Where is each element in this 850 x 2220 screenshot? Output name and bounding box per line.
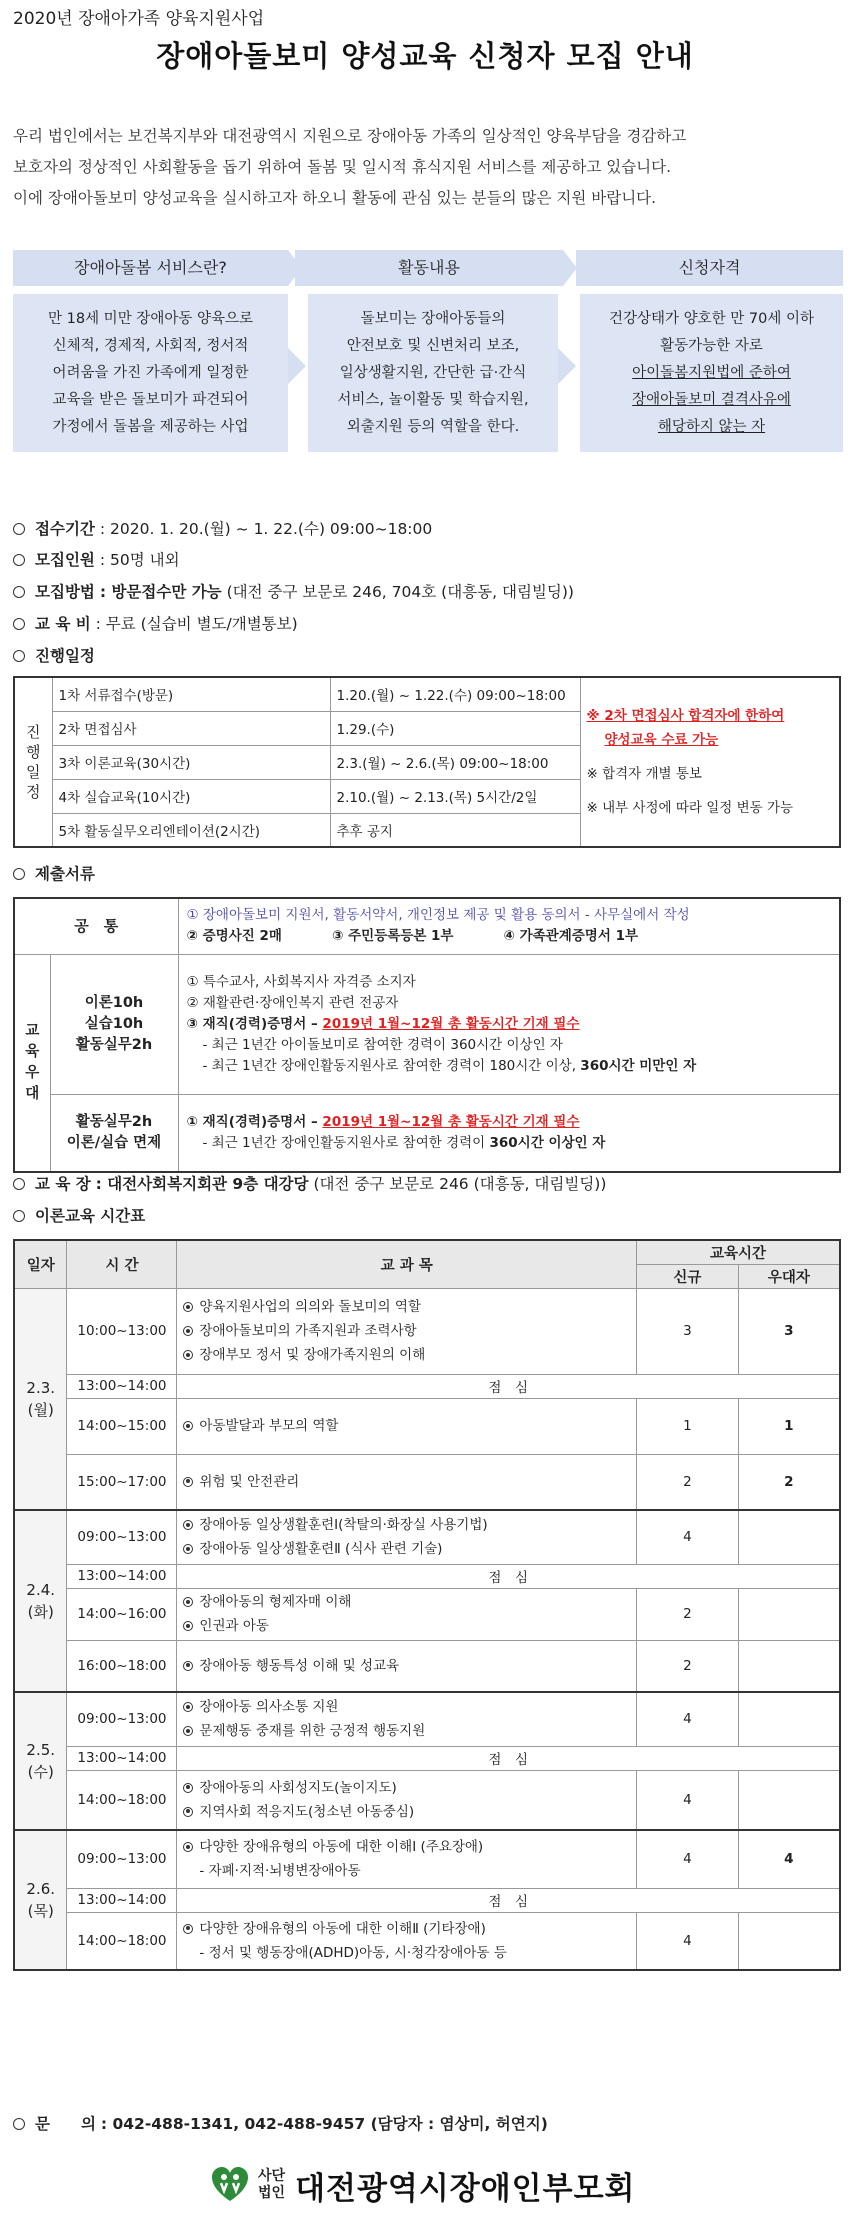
schedule-table — [13, 676, 841, 848]
time-cell: 13:00~14:00 — [67, 1564, 177, 1588]
card-body-activity — [308, 294, 558, 452]
schedule-notes — [580, 677, 840, 847]
group2-docs — [178, 1094, 840, 1172]
bullet-icon — [183, 1621, 193, 1631]
subject-cell — [177, 1912, 637, 1970]
subject-cell — [177, 1588, 637, 1640]
subject-cell — [177, 1454, 637, 1510]
subject-text: 장애아동의 사회성지도(놀이지도) — [199, 1779, 397, 1796]
subject-item — [183, 1513, 630, 1537]
card-line: 건강상태가 양호한 만 70세 이하 — [609, 311, 814, 327]
table-cell: 1차 서류접수(방문) — [52, 677, 330, 711]
table-row — [14, 954, 840, 1094]
circle-bullet-icon — [13, 1210, 25, 1222]
subject-item — [183, 1917, 630, 1941]
doc-line-bold: 360시간 이상인 자 — [489, 1134, 606, 1151]
header-pref: 우대자 — [738, 1264, 840, 1288]
bullet-icon — [183, 1702, 193, 1712]
time-cell: 09:00~13:00 — [67, 1830, 177, 1888]
people-line — [13, 548, 180, 570]
contact-label: 문 의 — [35, 2115, 96, 2133]
table-cell: 5차 활동실무오리엔테이션(2시간) — [52, 813, 330, 847]
subject-text: 인권과 아동 — [199, 1618, 269, 1634]
lunch-cell: 점 심 — [177, 1564, 840, 1588]
subject-text: 문제행동 중재를 위한 긍정적 행동지원 — [199, 1723, 426, 1740]
table-row — [14, 1640, 840, 1692]
day-label: (월) — [27, 1400, 54, 1419]
time-cell: 14:00~18:00 — [67, 1912, 177, 1970]
subject-item — [183, 1776, 630, 1800]
circle-bullet-icon — [13, 2118, 25, 2130]
card-line: 어려움을 가진 가족에게 일정한 — [52, 365, 249, 381]
time-cell: 13:00~14:00 — [67, 1374, 177, 1398]
contact-line — [13, 2112, 548, 2134]
bullet-icon — [183, 1842, 193, 1852]
people-value: : 50명 내외 — [99, 551, 180, 569]
lunch-cell: 점 심 — [177, 1374, 840, 1398]
theory-heading — [13, 1204, 145, 1226]
intro-line: 보호자의 정상적인 사회활동을 돕기 위하여 돌봄 및 일시적 휴식지원 서비스를 제공하고 있습니다. — [13, 158, 672, 176]
doc-line: ① 장애아돌보미 지원서, 활동서약서, 개인정보 제공 및 활용 동의서 - 사무실에서 작성 — [186, 907, 690, 924]
method-value-bold: : 방문접수만 가능 — [99, 583, 222, 601]
table-row — [14, 1094, 840, 1172]
doc-item: ③ 주민등록등본 1부 — [331, 928, 454, 945]
day-cell — [14, 1510, 67, 1692]
method-value: (대전 중구 보문로 246, 704호 (대흥동, 대림빌딩)) — [221, 583, 574, 601]
table-header-row — [14, 1240, 840, 1264]
subject-subtext: - 자폐·지적·뇌병변장애아동 — [199, 1863, 361, 1880]
organization-name: 대전광역시장애인부모회 — [295, 2170, 636, 2207]
day-cell — [14, 1692, 67, 1830]
hours-pref-cell — [738, 1588, 840, 1640]
time-cell: 13:00~14:00 — [67, 1888, 177, 1912]
subject-item — [183, 1719, 630, 1743]
subject-item — [183, 1470, 630, 1494]
circle-bullet-icon — [13, 650, 25, 662]
intro-line: 우리 법인에서는 보건복지부와 대전광역시 지원으로 장애아동 가족의 일상적인 양육부담을 경감하고 — [13, 127, 687, 145]
card-line: 외출지원 등의 역할을 한다. — [346, 419, 520, 435]
circle-bullet-icon — [13, 586, 25, 598]
day-label: 2.5. — [26, 1741, 56, 1759]
hours-new-cell: 4 — [637, 1912, 739, 1970]
day-label: (수) — [27, 1763, 54, 1781]
docs-heading — [13, 862, 95, 884]
doc-line: ① 특수교사, 사회복지사 자격증 소지자 — [186, 973, 416, 990]
documents-table — [13, 897, 841, 1173]
bullet-icon — [183, 1597, 193, 1607]
hours-pref-cell — [738, 1640, 840, 1692]
fee-line — [13, 612, 298, 634]
hours-pref-cell — [738, 1770, 840, 1830]
table-cell: 2.3.(월) ~ 2.6.(목) 09:00~18:00 — [330, 745, 580, 779]
people-label: 모집인원 — [35, 551, 95, 569]
hours-new-cell: 2 — [637, 1454, 739, 1510]
hours-new-cell: 3 — [637, 1288, 739, 1374]
hours-new-cell: 1 — [637, 1398, 739, 1454]
circle-bullet-icon — [13, 618, 25, 630]
subject-text: 다양한 장애유형의 아동에 대한 이해Ⅱ (기타장애) — [199, 1920, 486, 1937]
card-line: 교육을 받은 돌보미가 파견되어 — [52, 392, 249, 408]
group-label-line: 활동실무2h — [75, 1113, 153, 1130]
bullet-icon — [183, 1661, 193, 1671]
bullet-icon — [183, 1544, 193, 1554]
subject-item — [183, 1800, 630, 1824]
group-label-line: 활동실무2h — [75, 1036, 153, 1053]
subject-text: 장애아동의 형제자매 이해 — [199, 1594, 352, 1610]
card-line: 활동가능한 자로 — [660, 338, 763, 354]
table-row — [14, 1830, 840, 1888]
card-line: 서비스, 놀이활동 및 학습지원, — [337, 392, 529, 408]
time-cell: 15:00~17:00 — [67, 1454, 177, 1510]
period-label: 접수기간 — [35, 520, 95, 538]
note-line: ※ 합격자 개별 통보 — [586, 766, 702, 782]
group-label-line: 이론/실습 면제 — [66, 1134, 162, 1151]
hours-pref-cell — [738, 1510, 840, 1564]
group1-docs — [178, 954, 840, 1094]
subject-item — [183, 1343, 630, 1367]
circle-bullet-icon — [13, 554, 25, 566]
table-row — [14, 677, 840, 711]
card-line: 안전보호 및 신변처리 보조, — [346, 338, 520, 354]
time-cell: 14:00~16:00 — [67, 1588, 177, 1640]
theory-label: 이론교육 시간표 — [35, 1207, 146, 1225]
group2-label — [50, 1094, 178, 1172]
subject-cell — [177, 1692, 637, 1746]
table-row — [14, 1510, 840, 1564]
table-row — [14, 1288, 840, 1374]
table-row — [14, 898, 840, 954]
circle-bullet-icon — [13, 1178, 25, 1190]
hours-pref-cell — [738, 1692, 840, 1746]
day-label: 2.3. — [26, 1378, 56, 1397]
lunch-cell: 점 심 — [177, 1888, 840, 1912]
lunch-cell: 점 심 — [177, 1746, 840, 1770]
bullet-icon — [183, 1807, 193, 1817]
hours-new-cell: 4 — [637, 1770, 739, 1830]
circle-bullet-icon — [13, 868, 25, 880]
header-new: 신규 — [637, 1264, 739, 1288]
subject-text: 장애아동 일상생활훈련Ⅱ (식사 관련 기술) — [199, 1541, 443, 1558]
card-header-service: 장애아돌봄 서비스란? — [13, 250, 288, 286]
bullet-icon — [183, 1421, 193, 1431]
hours-new-cell: 4 — [637, 1830, 739, 1888]
lunch-row — [14, 1374, 840, 1398]
table-cell: 4차 실습교육(10시간) — [52, 779, 330, 813]
place-label: 교 육 장 — [35, 1175, 91, 1193]
day-label: 2.6. — [26, 1880, 56, 1898]
lunch-row — [14, 1564, 840, 1588]
hours-pref-cell: 4 — [738, 1830, 840, 1888]
circle-bullet-icon — [13, 523, 25, 535]
method-label: 모집방법 — [35, 583, 95, 601]
card-header-activity: 활동내용 — [295, 250, 563, 286]
subject-text: 지역사회 적응지도(청소년 아동중심) — [199, 1803, 415, 1820]
time-cell: 14:00~18:00 — [67, 1770, 177, 1830]
doc-line-bold: 360시간 미만인 자 — [580, 1057, 697, 1074]
subject-text: 장애아돌보미의 가족지원과 조력사항 — [199, 1323, 417, 1339]
doc-line-highlight: 2019년 1월~12월 총 활동시간 기재 필수 — [322, 1113, 580, 1130]
card-line: 신체적, 경제적, 사회적, 정서적 — [52, 338, 249, 354]
bullet-icon — [183, 1477, 193, 1487]
note-line: ※ 2차 면접심사 합격자에 한하여 — [586, 708, 785, 724]
intro-line: 이에 장애아돌보미 양성교육을 실시하고자 하오니 활동에 관심 있는 분들의 많은 지원 바랍니다. — [13, 189, 657, 207]
time-cell: 16:00~18:00 — [67, 1640, 177, 1692]
docs-label: 제출서류 — [35, 865, 95, 883]
subject-cell — [177, 1510, 637, 1564]
table-row — [14, 1692, 840, 1746]
day-label: (화) — [27, 1603, 54, 1621]
day-cell — [14, 1830, 67, 1970]
doc-line: - 최근 1년간 장애인활동지원사로 참여한 경력이 — [202, 1134, 490, 1151]
subject-cell — [177, 1398, 637, 1454]
subject-item — [183, 1319, 630, 1343]
fee-value: : 무료 (실습비 별도/개별통보) — [95, 615, 298, 633]
subject-item — [183, 1614, 630, 1638]
note-line: 양성교육 수료 가능 — [604, 732, 719, 748]
arrow-right-icon — [288, 348, 306, 384]
bullet-icon — [183, 1726, 193, 1736]
hours-pref-cell: 1 — [738, 1398, 840, 1454]
doc-item: ④ 가족관계증명서 1부 — [503, 928, 639, 945]
place-value-bold: : 대전사회복지회관 9층 대강당 — [95, 1175, 309, 1193]
hours-new-cell: 4 — [637, 1692, 739, 1746]
subject-item — [183, 1414, 630, 1438]
note-line: ※ 내부 사정에 따라 일정 변동 가능 — [586, 800, 794, 816]
logo-mark-icon — [210, 2165, 250, 2205]
card-body-qualification — [580, 294, 843, 452]
logo-small-text — [258, 2168, 285, 2202]
table-cell: 3차 이론교육(30시간) — [52, 745, 330, 779]
hours-new-cell: 4 — [637, 1510, 739, 1564]
table-cell: 1.20.(월) ~ 1.22.(수) 09:00~18:00 — [330, 677, 580, 711]
contact-value: : 042-488-1341, 042-488-9457 (담당자 : 염상미, 허연지) — [100, 2115, 548, 2133]
intro-paragraph — [13, 121, 841, 214]
hours-pref-cell: 2 — [738, 1454, 840, 1510]
subject-text: 장애부모 정서 및 장애가족지원의 이해 — [199, 1347, 426, 1363]
table-row — [14, 1770, 840, 1830]
header-time: 시 간 — [67, 1240, 177, 1288]
day-label: 2.4. — [26, 1581, 56, 1599]
bullet-icon — [183, 1783, 193, 1793]
table-cell: 2.10.(월) ~ 2.13.(목) 5시간/2일 — [330, 779, 580, 813]
card-line: 장애아돌보미 결격사유에 — [632, 392, 791, 408]
day-cell — [14, 1288, 67, 1510]
program-label: 2020년 장애아가족 양육지원사업 — [13, 9, 265, 29]
hours-pref-cell — [738, 1912, 840, 1970]
time-cell: 09:00~13:00 — [67, 1510, 177, 1564]
header-subject: 교 과 목 — [177, 1240, 637, 1288]
lunch-row — [14, 1888, 840, 1912]
subject-item — [183, 1695, 630, 1719]
subject-text: 양육지원사업의 의의와 돌보미의 역할 — [199, 1299, 421, 1315]
subject-text: 장애아동 일상생활훈련Ⅰ(착탈의·화장실 사용기법) — [199, 1517, 488, 1534]
arrow-right-icon — [558, 348, 576, 384]
place-line — [13, 1172, 606, 1194]
logo-small-line: 사단 — [258, 2168, 286, 2184]
subject-item — [183, 1590, 630, 1614]
logo-small-line: 법인 — [258, 2185, 286, 2201]
subject-subtext: - 정서 및 행동장애(ADHD)아동, 시·청각장애아동 등 — [199, 1944, 507, 1961]
table-row — [14, 1398, 840, 1454]
subject-item — [183, 1295, 630, 1319]
organization-logo — [210, 2160, 635, 2210]
card-body-service — [13, 294, 288, 452]
subject-item — [183, 1835, 630, 1859]
subject-text: 장애아동 의사소통 지원 — [199, 1699, 339, 1716]
bullet-icon — [183, 1350, 193, 1360]
bullet-icon — [183, 1520, 193, 1530]
bullet-icon — [183, 1302, 193, 1312]
doc-line: - 최근 1년간 아이돌보미로 참여한 경력이 360시간 이상인 자 — [202, 1036, 563, 1053]
subject-item — [183, 1654, 630, 1678]
card-line: 돌보미는 장애아동들의 — [360, 311, 506, 327]
time-cell: 13:00~14:00 — [67, 1746, 177, 1770]
card-line: 아이돌봄지원법에 준하여 — [632, 365, 791, 381]
subject-item — [183, 1537, 630, 1561]
doc-line: ② 재활관련·장애인복지 관련 전공자 — [186, 994, 399, 1011]
card-line: 일상생활지원, 간단한 급·간식 — [339, 365, 527, 381]
time-cell: 09:00~13:00 — [67, 1692, 177, 1746]
table-row — [14, 1588, 840, 1640]
method-line — [13, 580, 574, 602]
doc-item: ② 증명사진 2매 — [186, 928, 282, 945]
card-line: 만 18세 미만 장애아동 양육으로 — [48, 311, 253, 327]
subject-cell — [177, 1288, 637, 1374]
day-label: (목) — [27, 1902, 54, 1920]
doc-line: ③ 재직(경력)증명서 – — [186, 1015, 323, 1032]
doc-line-highlight: 2019년 1월~12월 총 활동시간 기재 필수 — [322, 1015, 580, 1032]
bullet-icon — [183, 1924, 193, 1934]
pref-side-label: 교 육 우 대 — [14, 954, 50, 1172]
subject-cell — [177, 1770, 637, 1830]
table-row — [14, 1912, 840, 1970]
subject-text: 장애아동 행동특성 이해 및 성교육 — [199, 1657, 400, 1674]
subject-cell — [177, 1640, 637, 1692]
lunch-row — [14, 1746, 840, 1770]
subject-text: 위험 및 안전관리 — [199, 1473, 300, 1490]
card-header-qualification: 신청자격 — [576, 250, 843, 286]
schedule-label: 진행일정 — [35, 647, 95, 665]
subject-cell — [177, 1830, 637, 1888]
hours-new-cell: 2 — [637, 1588, 739, 1640]
doc-line: - 최근 1년간 장애인활동지원사로 참여한 경력이 180시간 이상, — [202, 1057, 581, 1074]
schedule-side-label: 진 행 일 정 — [14, 677, 52, 847]
common-label: 공 통 — [14, 898, 178, 954]
page-title: 장애아돌보미 양성교육 신청자 모집 안내 — [156, 39, 694, 73]
subject-text: 아동발달과 부모의 역할 — [199, 1418, 339, 1434]
place-value: (대전 중구 보문로 246 (대흥동, 대림빌딩)) — [308, 1175, 607, 1193]
hours-new-cell: 2 — [637, 1640, 739, 1692]
group1-label — [50, 954, 178, 1094]
card-line: 해당하지 않는 자 — [657, 419, 766, 435]
table-cell: 추후 공지 — [330, 813, 580, 847]
common-docs — [178, 898, 840, 954]
header-hours: 교육시간 — [637, 1240, 840, 1264]
bullet-icon — [183, 1326, 193, 1336]
arrow-right-icon — [563, 250, 577, 286]
schedule-heading — [13, 644, 95, 666]
time-cell: 14:00~15:00 — [67, 1398, 177, 1454]
group-label-line: 실습10h — [84, 1015, 144, 1032]
header-day: 일자 — [14, 1240, 67, 1288]
time-cell: 10:00~13:00 — [67, 1288, 177, 1374]
table-cell: 2차 면접심사 — [52, 711, 330, 745]
table-row — [14, 1454, 840, 1510]
group-label-line: 이론10h — [84, 994, 144, 1011]
fee-label: 교 육 비 — [35, 615, 91, 633]
info-cards — [13, 250, 843, 456]
timetable — [13, 1239, 841, 1971]
period-value: : 2020. 1. 20.(월) ~ 1. 22.(수) 09:00~18:00 — [99, 520, 433, 538]
period-line — [13, 517, 432, 539]
subject-text: 다양한 장애유형의 아동에 대한 이해Ⅰ (주요장애) — [199, 1839, 484, 1856]
table-cell: 1.29.(수) — [330, 711, 580, 745]
card-line: 가정에서 돌봄을 제공하는 사업 — [52, 419, 249, 435]
hours-pref-cell: 3 — [738, 1288, 840, 1374]
doc-line: ① 재직(경력)증명서 – — [186, 1113, 323, 1130]
